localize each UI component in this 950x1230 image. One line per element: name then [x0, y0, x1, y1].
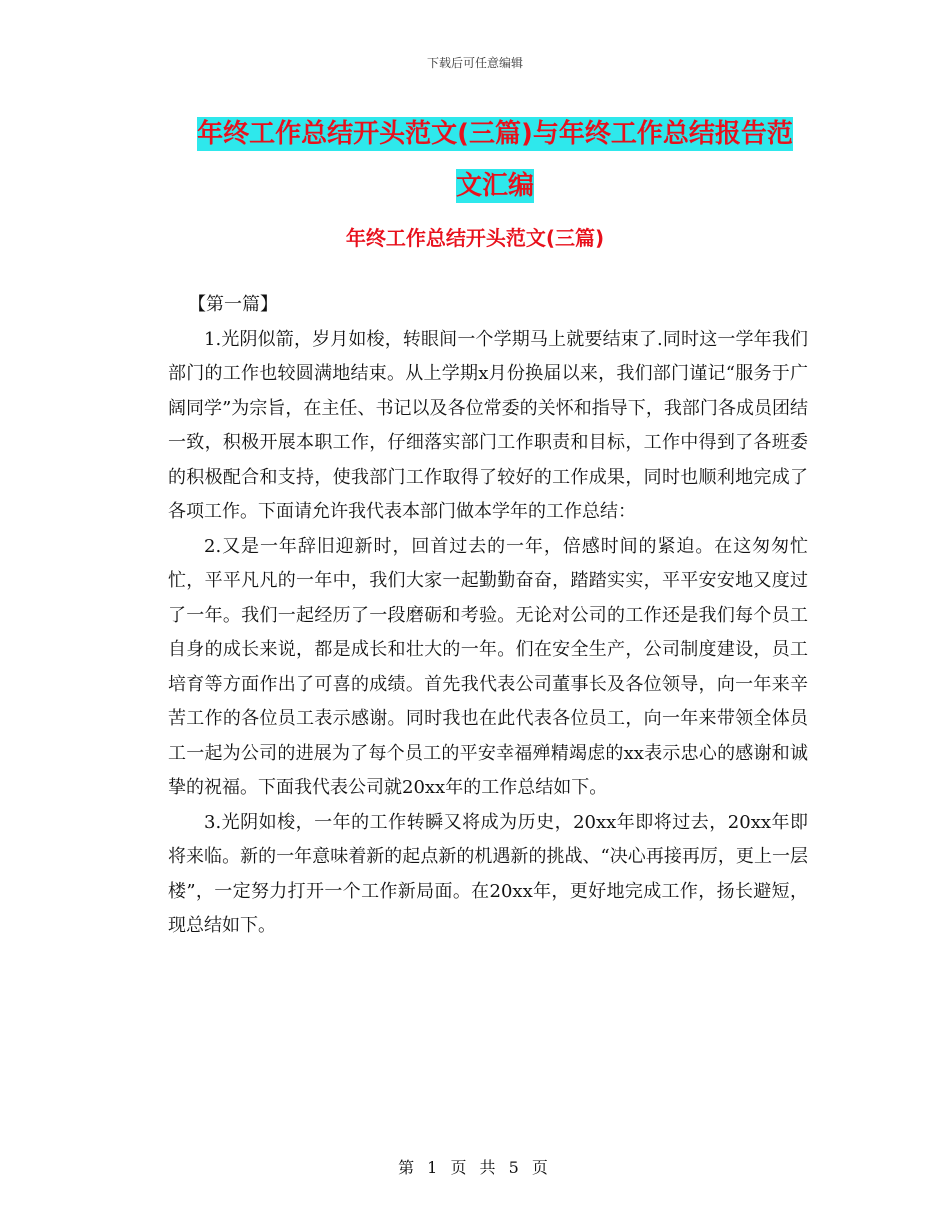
page-indicator: 第 1 页 共 5 页: [398, 1158, 552, 1177]
paragraph-2: 2.又是一年辞旧迎新时，回首过去的一年，倍感时间的紧迫。在这匆匆忙忙，平平凡凡的一年中，我们大家一起勤勤奋奋，踏踏实实，平平安安地又度过了一年。我们一起经历了一段磨砺和考验。无论对公司的工作还是我们每个员工自身的成长来说，都是成长和壮大的一年。们在安全生产，公司制度建设，员工培育等方面作出了可喜的成绩。首先我代表公司董事长及各位领导，向一年来辛苦工作的各位员工表示感谢。同时我也在此代表各位员工，向一年来带领全体员工一起为公司的进展为了每个员工的平安幸福殚精竭虑的xx表示忠心的感谢和诚挚的祝福。下面我代表公司就20xx年的工作总结如下。: [168, 535, 808, 798]
section-label: 【第一篇】: [188, 294, 278, 315]
header-note: 下载后可任意编辑: [426, 56, 523, 70]
document-title-line2: 文汇编: [455, 171, 534, 201]
paragraph-1: 1.光阴似箭，岁月如梭，转眼间一个学期马上就要结束了.同时这一学年我们部门的工作也较圆满地结束。从上学期x月份换届以来，我们部门谨记“服务于广阔同学”为宗旨，在主任、书记以及各位常委的关怀和指导下，我部门各成员团结一致，积极开展本职工作，仔细落实部门工作职责和目标，工作中得到了各班委的积极配合和支持，使我部门工作取得了较好的工作成果，同时也顺利地完成了各项工作。下面请允许我代表本部门做本学年的工作总结：: [168, 328, 808, 522]
document-title: [150, 108, 840, 212]
section-subtitle: 年终工作总结开头范文(三篇): [345, 226, 605, 250]
paragraph-3: 3.光阴如梭，一年的工作转瞬又将成为历史，20xx年即将过去，20xx年即将来临。新的一年意味着新的起点新的机遇新的挑战、“决心再接再厉，更上一层楼”，一定努力打开一个工作新局面。在20xx年，更好地完成工作，扬长避短，现总结如下。: [168, 811, 808, 936]
document-body: [168, 288, 808, 944]
document-title-line1: 年终工作总结开头范文(三篇)与年终工作总结报告范: [197, 119, 793, 149]
